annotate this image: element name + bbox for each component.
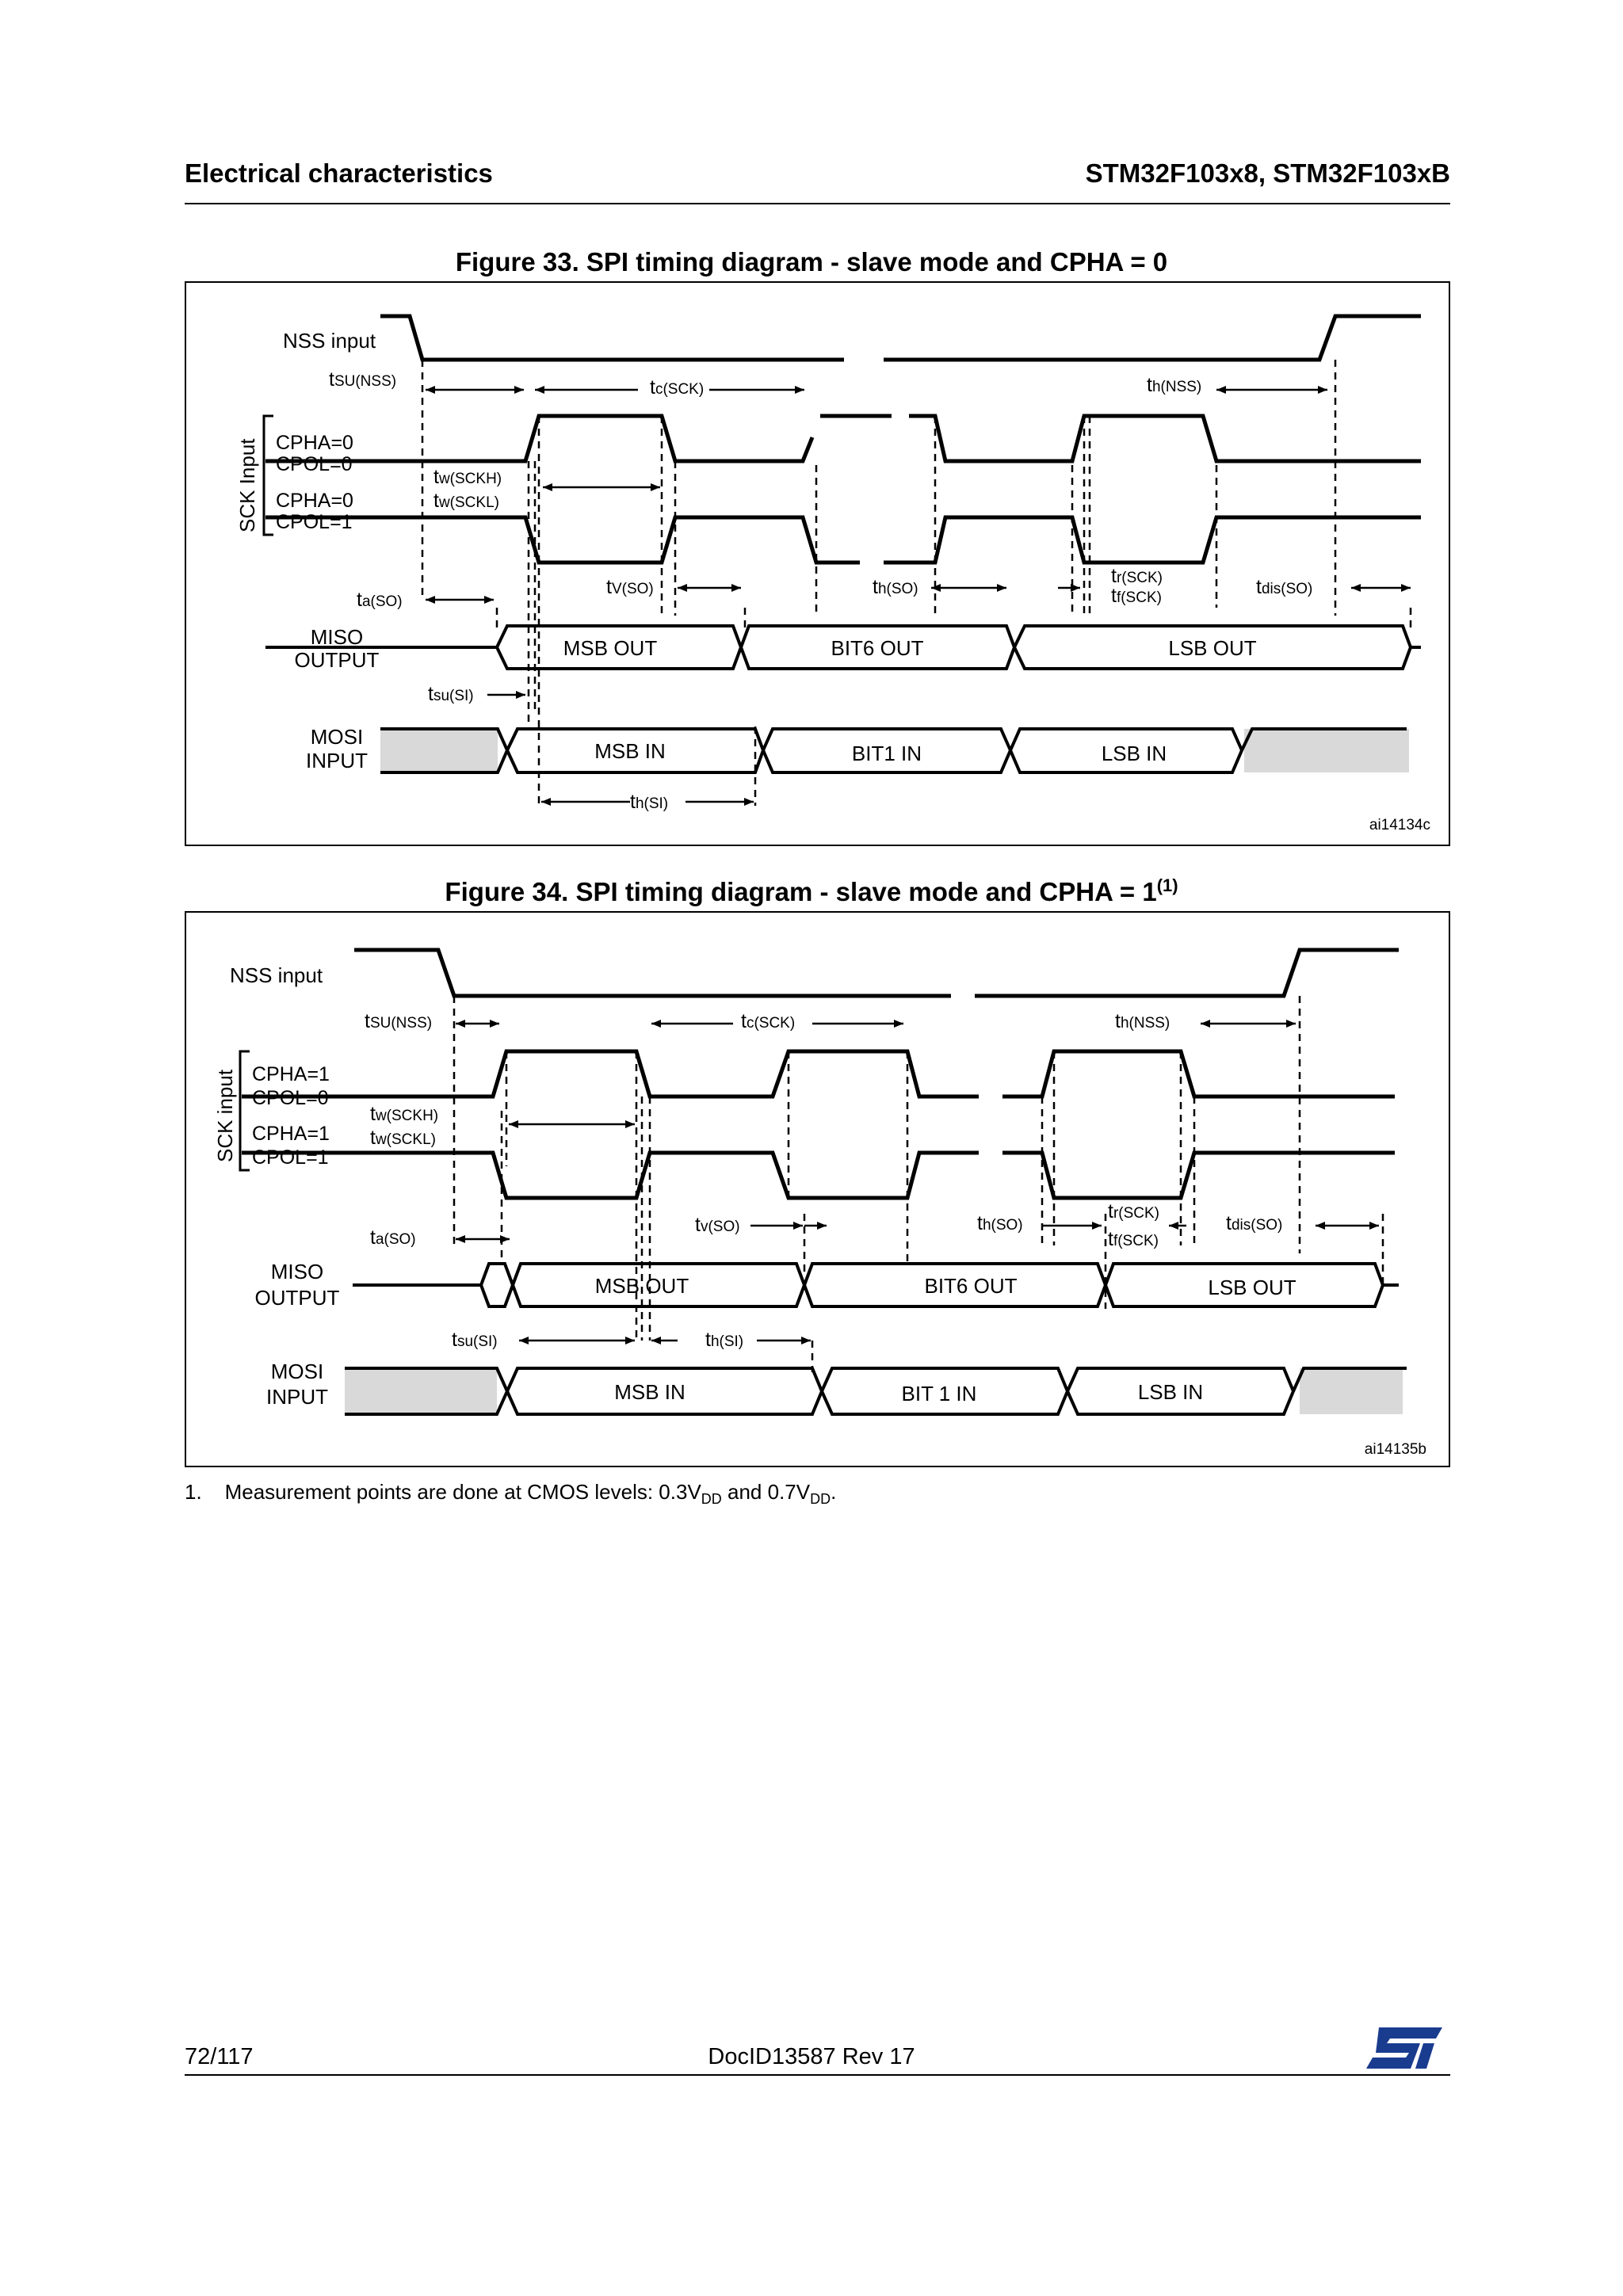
tdis-so-label: tdis(SO) <box>1226 1212 1283 1234</box>
tc-sck-label: tc(SCK) <box>650 376 705 399</box>
cpol-label: CPOL=1 <box>276 511 353 533</box>
th-nss-label: th(NSS) <box>1147 374 1202 396</box>
sck-cpol0-waveform <box>265 416 1421 461</box>
mosi-label: INPUT <box>306 749 368 772</box>
th-si-label: th(SI) <box>630 791 669 813</box>
mosi-cell: MSB IN <box>594 739 666 763</box>
cpol-label: CPOL=1 <box>252 1146 329 1169</box>
footnote-text: Measurement points are done at CMOS levels: 0.3V <box>224 1480 701 1504</box>
mosi-cell: BIT 1 IN <box>901 1382 977 1405</box>
miso-cell: BIT6 OUT <box>831 636 924 660</box>
header-rule <box>185 203 1450 204</box>
miso-cell: MSB OUT <box>594 1274 689 1298</box>
figure34-diagram <box>185 911 1450 1467</box>
th-so-label: th(SO) <box>873 576 918 598</box>
footnote-number: 1. <box>185 1480 202 1504</box>
mosi-cell: LSB IN <box>1137 1380 1204 1404</box>
ta-so-label: ta(SO) <box>357 589 403 611</box>
miso-cell: MSB OUT <box>563 636 658 660</box>
tr-sck-label: tr(SCK) <box>1108 1200 1160 1222</box>
tw-sckh-label: tw(SCKH) <box>433 466 502 488</box>
cpol-label: CPOL=0 <box>276 453 353 475</box>
tv-so-label: tv(SO) <box>695 1214 740 1236</box>
miso-label: OUTPUT <box>294 648 380 672</box>
mosi-label: INPUT <box>266 1385 328 1409</box>
sck-label: SCK Input <box>235 438 259 532</box>
tsu-nss-label: tSU(NSS) <box>365 1010 433 1032</box>
tw-sckl-label: tw(SCKL) <box>433 490 499 512</box>
miso-cell: LSB OUT <box>1168 636 1257 660</box>
tdis-so-label: tdis(SO) <box>1256 576 1313 598</box>
nss-label: NSS input <box>283 329 376 353</box>
sck-cpol1-waveform <box>265 517 1421 563</box>
tr-sck-label: tr(SCK) <box>1111 565 1163 587</box>
figure-code: ai14134c <box>1369 817 1430 833</box>
tv-so-label: tV(SO) <box>606 576 654 598</box>
miso-cell: LSB OUT <box>1208 1276 1296 1299</box>
mosi-idle-right <box>1244 729 1409 772</box>
miso-cell: BIT6 OUT <box>924 1274 1018 1298</box>
cpha-label: CPHA=1 <box>252 1063 330 1085</box>
figure33-title: Figure 33. SPI timing diagram - slave mode and CPHA = 0 <box>455 247 1168 277</box>
footnote: 1. Measurement points are done at CMOS levels: $0.3V_{DD}$ and $0.7V_{DD}$. <box>185 1480 837 1508</box>
tf-sck-label: tf(SCK) <box>1108 1228 1159 1250</box>
mosi-bus <box>345 1368 1407 1414</box>
nss-label: NSS input <box>230 963 323 987</box>
tf-sck-label: tf(SCK) <box>1111 585 1162 607</box>
tsu-si-label: tsu(SI) <box>452 1329 498 1351</box>
doc-id: DocID13587 Rev 17 <box>708 2044 915 2069</box>
miso-label: OUTPUT <box>254 1286 340 1310</box>
tc-sck-label: tc(SCK) <box>741 1010 796 1032</box>
cpol-label: CPOL=0 <box>252 1087 329 1109</box>
sck-cpol0-waveform <box>242 1051 1395 1097</box>
mosi-idle-left <box>380 729 498 772</box>
mosi-cell: BIT1 IN <box>851 742 922 765</box>
tw-sckl-label: tw(SCKL) <box>370 1127 436 1149</box>
th-si-label: th(SI) <box>705 1329 744 1351</box>
part-number: STM32F103x8, STM32F103xB <box>1085 158 1450 188</box>
mosi-label: MOSI <box>270 1360 324 1383</box>
page-number: 72/117 <box>185 2044 254 2069</box>
mosi-cell: LSB IN <box>1101 742 1167 765</box>
sck-label: SCK input <box>213 1069 237 1162</box>
tw-sckh-label: tw(SCKH) <box>370 1103 439 1125</box>
cpha-label: CPHA=0 <box>276 490 353 512</box>
figure34-title: Figure 34. SPI timing diagram - slave mode and CPHA = $1^{(1)}$ <box>445 875 1178 906</box>
ta-so-label: ta(SO) <box>370 1226 416 1249</box>
miso-label: MISO <box>270 1260 324 1283</box>
nss-waveform <box>380 316 1421 360</box>
section-title: Electrical characteristics <box>185 158 493 188</box>
mosi-label: MOSI <box>310 725 364 749</box>
nss-waveform <box>354 950 1399 996</box>
tsu-nss-label: tSU(NSS) <box>329 368 397 391</box>
cpha-label: CPHA=1 <box>252 1123 330 1145</box>
sck-cpol1-waveform <box>242 1153 1395 1198</box>
tsu-si-label: tsu(SI) <box>428 683 474 705</box>
mosi-idle-left <box>345 1368 497 1414</box>
miso-label: MISO <box>310 625 364 649</box>
footer-rule <box>185 2074 1450 2076</box>
st-logo-icon <box>1365 2024 1444 2072</box>
th-so-label: th(SO) <box>977 1212 1023 1234</box>
figure33-diagram <box>185 281 1450 846</box>
cpha-label: CPHA=0 <box>276 432 353 454</box>
mosi-idle-right <box>1300 1368 1403 1414</box>
th-nss-label: th(NSS) <box>1115 1010 1170 1032</box>
mosi-cell: MSB IN <box>614 1380 685 1404</box>
figure-code: ai14135b <box>1364 1441 1426 1458</box>
